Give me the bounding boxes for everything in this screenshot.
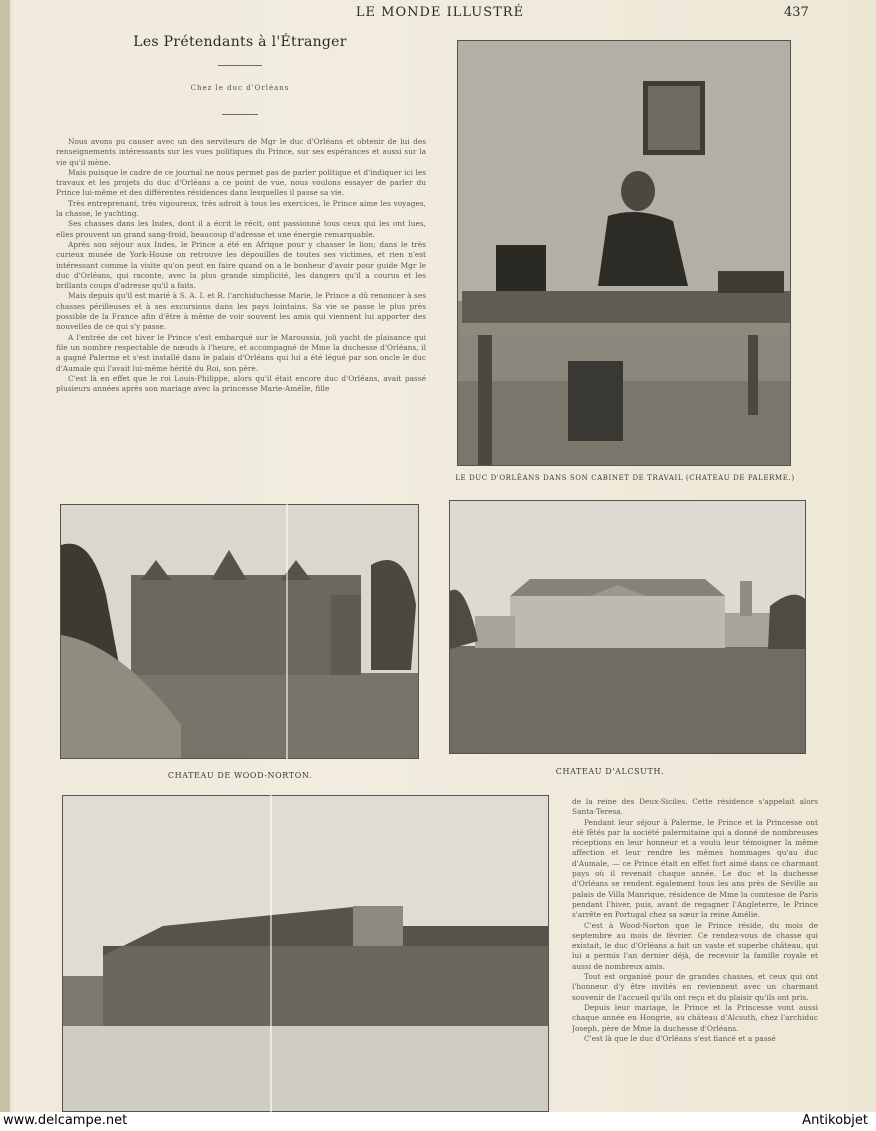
portrait-caption: LE DUC D'ORLÉANS DANS SON CABINET DE TRAVAIL (CHATEAU DE PALERME.) bbox=[455, 474, 795, 482]
page-spine bbox=[0, 0, 10, 1112]
wood-norton-photo bbox=[60, 504, 419, 759]
alcsuth-caption: CHATEAU D'ALCSUTH. bbox=[555, 767, 665, 776]
wood-norton-chateau-illustration bbox=[61, 505, 419, 759]
alcsuth-photo bbox=[449, 500, 806, 754]
paragraph: Ses chasses dans les Indes, dont il a écrit le récit, ont passionné tous ceux qui les ont lues, elles prouvent un grand sang-froid, beaucoup d'adresse et une énergie remarquable. bbox=[56, 219, 426, 239]
wood-norton-caption: CHATEAU DE WOOD-NORTON. bbox=[167, 771, 313, 780]
page-number: 437 bbox=[784, 5, 809, 20]
article-subtitle: Chez le duc d'Orléans bbox=[190, 84, 290, 92]
watermark-footer bbox=[0, 1112, 876, 1131]
paragraph: Mais depuis qu'il est marié à S. A. I. et R. l'archiduchesse Marie, le Prince a dû renoncer à ses chasses périlleuses et à ses excursions dans les pays lointains. Sa vie se passe le plus près possible de la France afin d'être à même de voir souvent les amis qui viennent lui apporter des nouvelles de ce qui s'y passe. bbox=[56, 291, 426, 332]
palermo-palace-illustration bbox=[63, 796, 549, 1112]
title-rule bbox=[218, 65, 262, 66]
paragraph: Nous avons pu causer avec un des serviteurs de Mgr le duc d'Orléans et obtenir de lui des renseignements intéressants sur les vues politiques du Prince, sur ses espérances et aussi sur la vie qu'il mène. bbox=[56, 137, 426, 167]
paper-fold-crease bbox=[270, 795, 272, 1112]
paragraph: C'est là en effet que le roi Louis-Philippe, alors qu'il était encore duc d'Orléans, avait passé plusieurs années après son mariage avec la princesse Marie-Amélie, fille bbox=[56, 373, 426, 394]
article-title: Les Prétendants à l'Étranger bbox=[133, 34, 347, 50]
paragraph: de la reine des Deux-Siciles. Cette résidence s'appelait alors Santa-Teresa. bbox=[572, 797, 818, 817]
paragraph: Pendant leur séjour à Palerme, le Prince et la Princesse ont été fêtés par la société palermitaine qui a donné de nombreuses réceptions en leur honneur et a voulu leur témoigner la même affection et leur rendre les mêmes hommages qu'au duc d'Aumale, — ce Prince était en effet fort aimé dans ce charmant pays où il revenait chaque année. Le duc et la duchesse d'Orléans se rendent également tous les ans près de Séville au palais de Villa Manrique, résidence de Mme la comtesse de Paris pendant l'hiver, puis, avant de regagner l'Angleterre, le Prince s'arrête en Portugal chez sa sœur la reine Amélie. bbox=[572, 817, 818, 920]
paragraph: C'est là que le duc d'Orléans s'est fiancé et a passé bbox=[584, 1033, 776, 1043]
portrait-photo bbox=[457, 40, 791, 466]
subtitle-rule bbox=[222, 114, 258, 115]
paragraph: Mais puisque le cadre de ce journal ne nous permet pas de parler politique et d'indiquer ici les travaux et les projets du duc d'Orléans a ce point de vue, nous voulons essayer de parler du Prince lui-même et des différentes résidences dans lesquelles il passe sa vie. bbox=[56, 167, 426, 198]
palermo-palace-photo bbox=[62, 795, 549, 1112]
article-left-column bbox=[56, 137, 426, 485]
paragraph: Tout est organisé pour de grandes chasses, et ceux qui ont l'honneur d'y être invités en reviennent avec un charmant souvenir de l'accueil qu'ils ont reçu et du plaisir qu'ils ont pris. bbox=[572, 972, 818, 1002]
paragraph: Après son séjour aux Indes, le Prince a été en Afrique pour y chasser le lion; dans le très curieux musée de York-House on retrouve les dépouilles de toutes ses victimes, et rien n'est intéressant comme la visite qu'on peut en faire quand on a le bonheur d'avoir pour guide Mgr le duc d'Orléans, qui raconte, avec la plus grande simplicité, les dangers qu'il a courus et les brillants coups d'adresse qu'il a faits. bbox=[56, 239, 426, 291]
masthead-title: LE MONDE ILLUSTRÉ bbox=[355, 5, 525, 20]
paper-fold-crease bbox=[286, 504, 288, 759]
footer-right-brand: Antikobjet bbox=[802, 1113, 868, 1128]
paragraph: A l'entrée de cet hiver le Prince s'est embarqué sur le Maroussia, joli yacht de plaisance qui file un nombre respectable de nœuds à l'heure, et accompagné de Mme la duchesse d'Orléans, il a gagné Palerme et s'est installé dans le palais d'Orléans qui lui a été légué par son oncle le duc d'Aumale qui l'avait lui-même hérité du Roi, son père. bbox=[56, 332, 426, 373]
paragraph: Depuis leur mariage, le Prince et la Princesse vont aussi chaque année en Hongrie, au château d'Alcsuth, chez l'archiduc Joseph, père de Mme la duchesse d'Orléans. bbox=[572, 1002, 818, 1033]
article-right-column bbox=[572, 797, 818, 1112]
duke-at-desk-illustration bbox=[458, 41, 791, 466]
paragraph: C'est à Wood-Norton que le Prince réside, du mois de septembre au mois de février. Ce rendez-vous de chasse qui existait, le duc d'Orléans a fait un vaste et superbe château, qui lui a permis l'an dernier déjà, de recevoir la famille royale et aussi de nombreux amis. bbox=[572, 920, 818, 971]
alcsuth-chateau-illustration bbox=[450, 501, 806, 754]
footer-left-link[interactable]: www.delcampe.net bbox=[3, 1113, 128, 1128]
paragraph: Très entreprenant, très vigoureux, très adroit à tous les exercices, le Prince aime les voyages, la chasse, le yachting. bbox=[56, 198, 426, 219]
